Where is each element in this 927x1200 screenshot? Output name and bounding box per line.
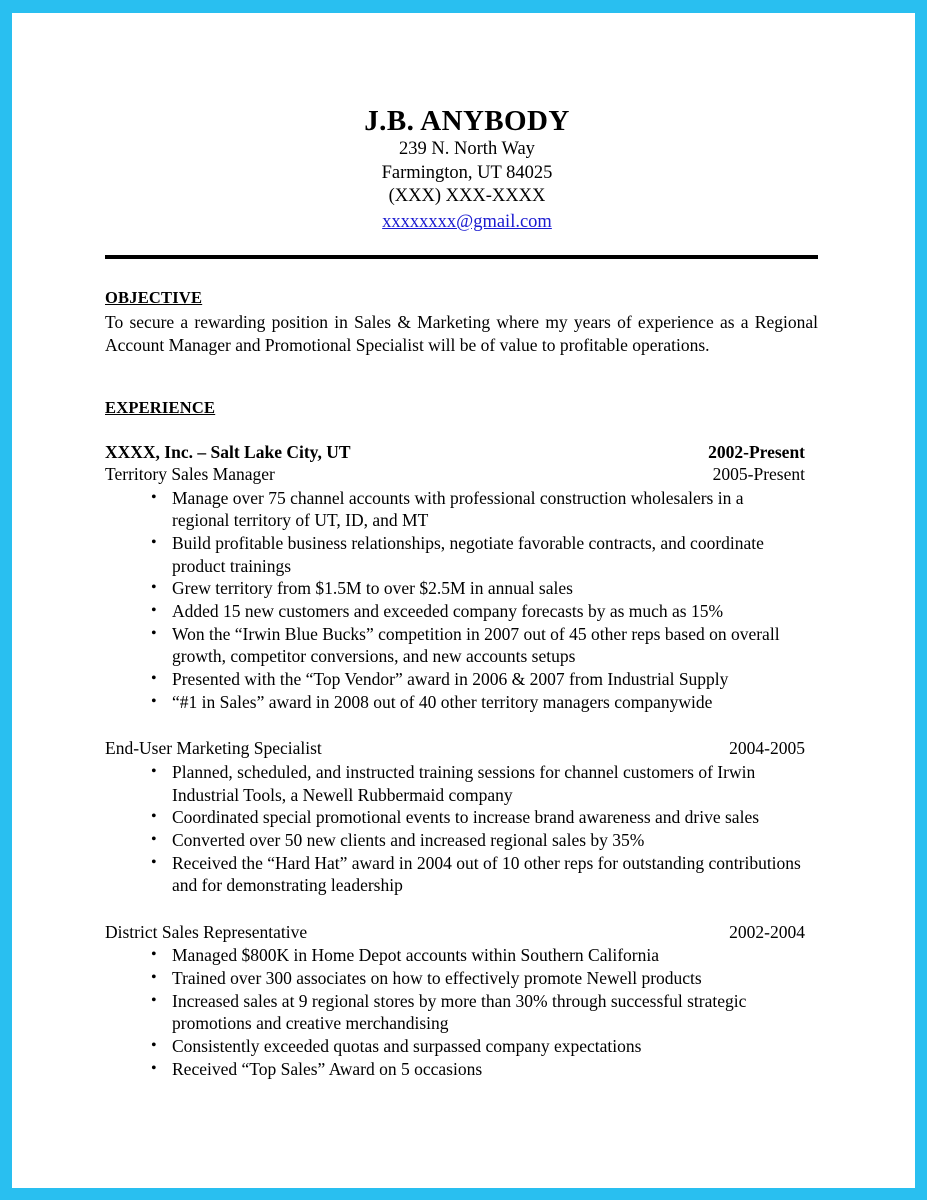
bullet-point-icon: •	[151, 808, 157, 826]
bullet-item	[105, 990, 805, 1035]
street-address: 239 N. North Way	[399, 139, 535, 160]
bullet-point-icon: •	[151, 692, 157, 710]
position-dates: 2004-2005	[729, 738, 805, 759]
bullet-point-icon: •	[151, 534, 157, 552]
email-link[interactable]: xxxxxxxx@gmail.com	[382, 211, 552, 232]
bullet-point-icon: •	[151, 1037, 157, 1055]
bullet-point-icon: •	[151, 946, 157, 964]
bullet-item	[105, 1058, 805, 1081]
resume-header	[105, 13, 829, 234]
bullet-item	[105, 944, 805, 967]
position-dates: 2002-2004	[729, 921, 805, 942]
bullet-text: Managed $800K in Home Depot accounts within Southern California	[172, 945, 659, 966]
bullet-text: Added 15 new customers and exceeded company forecasts by as much as 15%	[172, 601, 724, 622]
bullet-point-icon: •	[151, 830, 157, 848]
bullet-item	[105, 600, 805, 623]
bullet-item	[105, 806, 805, 829]
bullet-point-icon: •	[151, 602, 157, 620]
objective-text: To secure a rewarding position in Sales & Marketing where my years of experience as a Regional Account Manager and Promotional Specialist will be of value to profitable operations.	[105, 311, 818, 355]
phone-number: (XXX) XXX-XXXX	[388, 186, 546, 207]
bullet-text: Won the “Irwin Blue Bucks” competition in 2007 out of 45 other reps based on overall growth, competitor conversions, and new accounts setups	[172, 623, 780, 667]
bullet-point-icon: •	[151, 853, 157, 871]
experience-heading: EXPERIENCE	[105, 397, 216, 417]
candidate-name: J.B. ANYBODY	[364, 105, 570, 137]
bullet-point-icon: •	[151, 670, 157, 688]
bullet-text: “#1 in Sales” award in 2008 out of 40 other territory managers companywide	[172, 691, 713, 712]
bullet-item	[105, 761, 805, 806]
header-divider	[105, 255, 818, 259]
bullet-text: Build profitable business relationships, negotiate favorable contracts, and coordinate product trainings	[172, 533, 764, 576]
bullet-item	[105, 577, 805, 600]
company-row	[105, 441, 805, 464]
bullet-point-icon: •	[151, 991, 157, 1009]
position-row	[105, 737, 805, 760]
bullet-text: Converted over 50 new clients and increased regional sales by 35%	[172, 829, 645, 850]
bullet-point-icon: •	[151, 969, 157, 987]
bullet-item	[105, 487, 805, 532]
position-title: Territory Sales Manager	[105, 464, 275, 485]
email-line	[105, 210, 829, 234]
job-bullets	[105, 944, 829, 1080]
bullet-text: Coordinated special promotional events to increase brand awareness and drive sales	[172, 807, 760, 828]
job-bullets	[105, 761, 829, 897]
bullet-text: Manage over 75 channel accounts with professional construction wholesalers in a regional territory of UT, ID, and MT	[172, 487, 744, 531]
objective-section	[105, 288, 829, 357]
bullet-text: Grew territory from $1.5M to over $2.5M in annual sales	[172, 578, 573, 599]
job-bullets	[105, 487, 829, 714]
position-row	[105, 921, 805, 944]
city-state-zip: Farmington, UT 84025	[381, 162, 553, 183]
bullet-item	[105, 852, 805, 897]
bullet-text: Received “Top Sales” Award on 5 occasions	[172, 1058, 483, 1079]
bullet-point-icon: •	[151, 488, 157, 506]
bullet-item	[105, 829, 805, 852]
resume-content	[105, 13, 829, 1080]
bullet-text: Planned, scheduled, and instructed training sessions for channel customers of Irwin Industrial Tools, a Newell Rubbermaid company	[172, 761, 756, 805]
bullet-point-icon: •	[151, 762, 157, 780]
job-entry	[105, 737, 829, 897]
job-entry	[105, 921, 829, 1081]
bullet-item	[105, 623, 805, 668]
resume-page	[12, 13, 915, 1188]
objective-heading: OBJECTIVE	[105, 287, 203, 307]
bullet-text: Received the “Hard Hat” award in 2004 out of 10 other reps for outstanding contributions and for demonstrating leadership	[172, 852, 801, 896]
bullet-text: Presented with the “Top Vendor” award in 2006 & 2007 from Industrial Supply	[172, 669, 729, 690]
company-name: XXXX, Inc. – Salt Lake City, UT	[105, 441, 351, 462]
bullet-item	[105, 967, 805, 990]
position-row	[105, 463, 805, 486]
experience-section	[105, 398, 829, 1081]
bullet-point-icon: •	[151, 1059, 157, 1077]
bullet-item	[105, 668, 805, 691]
bullet-text: Trained over 300 associates on how to effectively promote Newell products	[172, 968, 702, 989]
bullet-item	[105, 532, 805, 577]
position-title: District Sales Representative	[105, 921, 308, 942]
bullet-item	[105, 1035, 805, 1058]
company-dates: 2002-Present	[708, 441, 805, 462]
job-entry	[105, 441, 829, 714]
bullet-text: Increased sales at 9 regional stores by more than 30% through successful strategic promotions and creative merchandising	[172, 990, 747, 1034]
bullet-item	[105, 691, 805, 714]
position-dates: 2005-Present	[712, 464, 805, 485]
bullet-point-icon: •	[151, 579, 157, 597]
bullet-text: Consistently exceeded quotas and surpassed company expectations	[172, 1036, 642, 1057]
bullet-point-icon: •	[151, 624, 157, 642]
position-title: End-User Marketing Specialist	[105, 738, 322, 759]
